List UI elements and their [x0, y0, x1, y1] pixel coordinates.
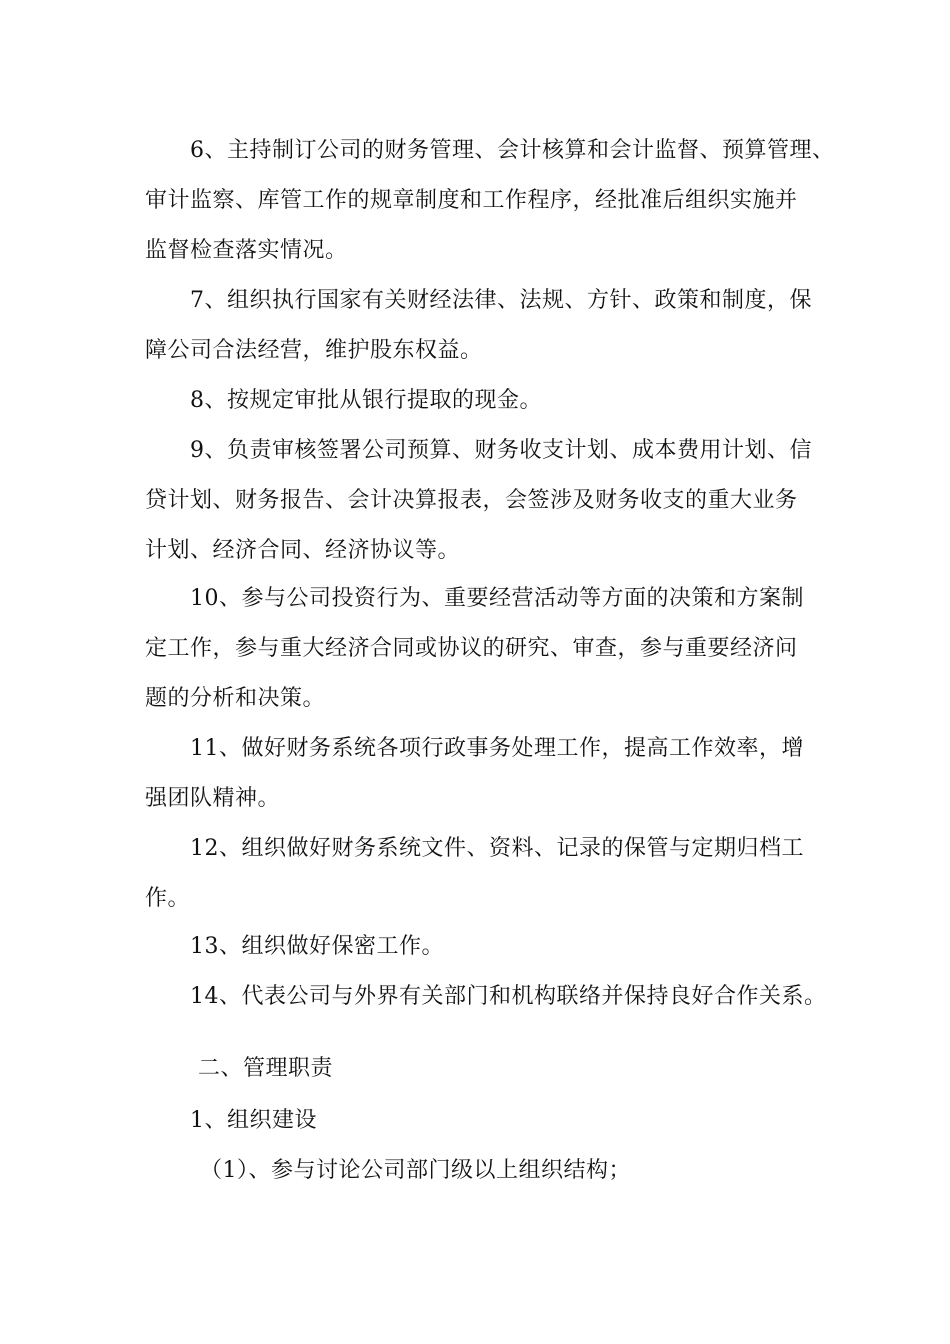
item-12-line-2: 作。 [145, 886, 191, 911]
item-7-line-1: 7、组织执行国家有关财经法律、法规、方针、政策和制度，保 [190, 288, 812, 313]
section-heading-management-duties: 二、管理职责 [198, 1056, 334, 1081]
item-9-line-1: 9、负责审核签署公司预算、财务收支计划、成本费用计划、信 [190, 438, 812, 463]
subsection-heading-organization-building: 1、组织建设 [190, 1108, 317, 1133]
item-13-line-1: 13、组织做好保密工作。 [190, 934, 444, 959]
item-7-line-2: 障公司合法经营，维护股东权益。 [145, 338, 483, 363]
sub-item-1: （1）、参与讨论公司部门级以上组织结构； [200, 1158, 631, 1183]
item-6-line-3: 监督检查落实情况。 [145, 238, 348, 263]
item-10-line-3: 题的分析和决策。 [145, 686, 326, 711]
item-11-line-1: 11、做好财务系统各项行政事务处理工作，提高工作效率，增 [190, 736, 804, 761]
item-9-line-3: 计划、经济合同、经济协议等。 [145, 538, 461, 563]
item-9-line-2: 贷计划、财务报告、会计决算报表，会签涉及财务收支的重大业务 [145, 488, 798, 513]
item-8-line-1: 8、按规定审批从银行提取的现金。 [190, 388, 542, 413]
item-10-line-2: 定工作，参与重大经济合同或协议的研究、审查，参与重要经济问 [145, 636, 798, 661]
item-6-line-1: 6、主持制订公司的财务管理、会计核算和会计监督、预算管理、 [190, 138, 835, 163]
item-14-line-1: 14、代表公司与外界有关部门和机构联络并保持良好合作关系。 [190, 984, 827, 1009]
item-6-line-2: 审计监察、库管工作的规章制度和工作程序，经批准后组织实施并 [145, 188, 798, 213]
item-12-line-1: 12、组织做好财务系统文件、资料、记录的保管与定期归档工 [190, 836, 804, 861]
item-10-line-1: 10、参与公司投资行为、重要经营活动等方面的决策和方案制 [190, 586, 804, 611]
item-11-line-2: 强团队精神。 [145, 786, 281, 811]
